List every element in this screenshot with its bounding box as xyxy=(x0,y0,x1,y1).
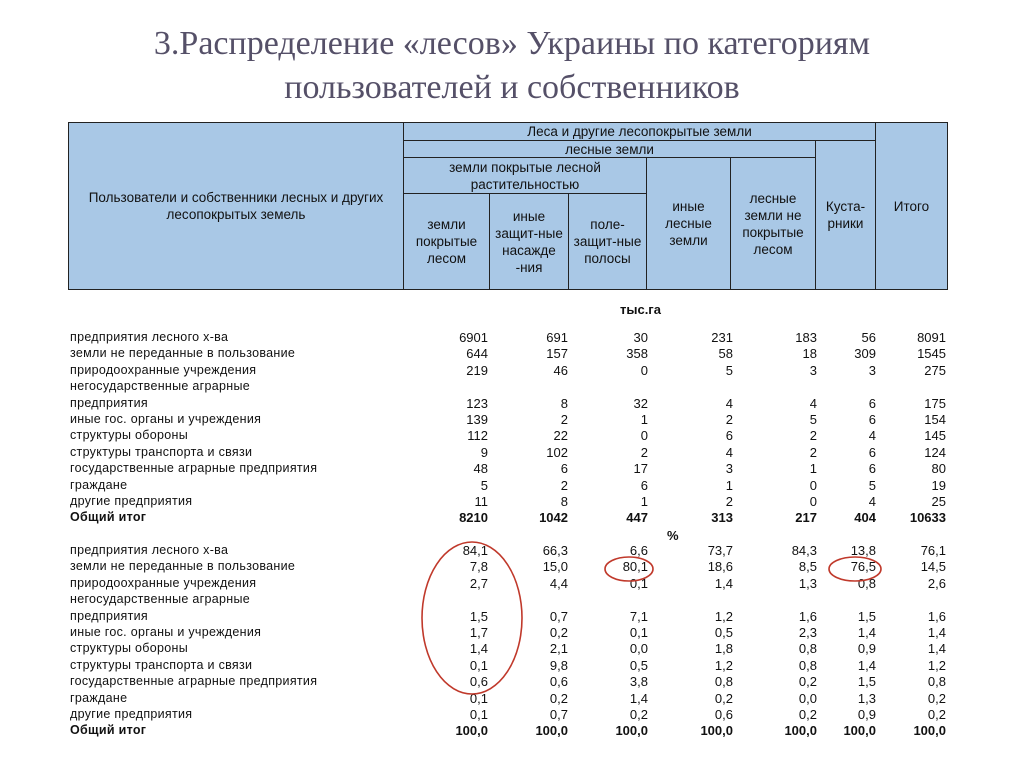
pct-cell-total: 2,6 xyxy=(927,575,946,591)
pct-cell-other-protective: 0,6 xyxy=(549,674,568,690)
pct-cell-forest-covered: 0,1 xyxy=(469,707,488,722)
header-col-other-protective: иные защит-ные насажде -ния xyxy=(489,193,569,290)
header-col-forest-covered: земли покрытые лесом xyxy=(403,193,490,290)
abs-row-label: структуры транспорта и связи xyxy=(70,444,253,459)
pct-cell-shrubs: 13,8 xyxy=(850,543,876,558)
pct-cell-total: 1,4 xyxy=(927,625,946,640)
abs-cell-other-forest: 3 xyxy=(725,461,733,477)
pct-row-label: иные гос. органы и учреждения xyxy=(70,625,262,639)
abs-cell-total: 154 xyxy=(924,412,946,427)
pct-cell-other-forest: 0,2 xyxy=(714,690,733,706)
abs-cell-other-protective: 46 xyxy=(553,362,568,378)
pct-cell-shrubs: 76,5 xyxy=(850,559,876,575)
pct-cell-total: 76,1 xyxy=(920,543,946,558)
abs-cell-other-protective: 6 xyxy=(560,461,568,477)
abs-cell-other-forest: 2 xyxy=(725,412,733,427)
pct-total-cell-total: 100,0 xyxy=(913,723,946,739)
pct-cell-uncovered: 2,3 xyxy=(798,625,817,640)
abs-cell-uncovered: 4 xyxy=(809,395,817,411)
pct-cell-field-protective: 0,1 xyxy=(629,625,648,640)
header-col-uncovered: лесные земли не покрытые лесом xyxy=(730,157,816,290)
abs-cell-field-protective: 32 xyxy=(633,395,648,411)
abs-cell-field-protective: 6 xyxy=(640,477,648,493)
pct-cell-uncovered: 0,0 xyxy=(798,690,817,706)
abs-cell-shrubs: 4 xyxy=(868,428,876,444)
abs-cell-other-forest: 4 xyxy=(725,395,733,411)
pct-cell-uncovered: 0,2 xyxy=(798,707,817,722)
pct-cell-uncovered: 1,3 xyxy=(798,575,817,591)
abs-cell-uncovered: 183 xyxy=(795,330,817,345)
abs-cell-forest-covered: 123 xyxy=(466,395,488,411)
abs-cell-shrubs: 3 xyxy=(868,362,876,378)
pct-cell-other-protective: 4,4 xyxy=(549,575,568,591)
pct-cell-other-forest: 73,7 xyxy=(707,543,733,558)
pct-cell-field-protective: 6,6 xyxy=(629,543,648,558)
abs-cell-other-forest: 4 xyxy=(725,444,733,460)
abs-cell-other-forest: 231 xyxy=(711,330,733,345)
pct-cell-forest-covered: 0,1 xyxy=(469,690,488,706)
pct-cell-other-protective: 0,7 xyxy=(549,707,568,722)
abs-cell-uncovered: 5 xyxy=(809,412,817,427)
pct-cell-field-protective: 0,0 xyxy=(629,641,648,657)
pct-cell-field-protective: 80,1 xyxy=(622,559,648,575)
header-col-shrubs: Куста-рники xyxy=(815,140,876,290)
abs-cell-field-protective: 1 xyxy=(640,412,648,427)
pct-cell-other-protective: 2,1 xyxy=(549,641,568,657)
header-col-field-protective: поле-защит-ные полосы xyxy=(568,193,647,290)
abs-cell-other-forest: 2 xyxy=(725,494,733,509)
pct-cell-uncovered: 0,8 xyxy=(798,641,817,657)
pct-cell-field-protective: 7,1 xyxy=(629,608,648,624)
abs-cell-other-protective: 2 xyxy=(560,477,568,493)
abs-cell-shrubs: 309 xyxy=(854,346,876,362)
pct-cell-other-forest: 1,8 xyxy=(714,641,733,657)
pct-total-cell-other-forest: 100,0 xyxy=(700,723,733,739)
abs-total-cell-field-protective: 447 xyxy=(626,510,648,526)
abs-cell-total: 19 xyxy=(931,477,946,493)
abs-cell-uncovered: 3 xyxy=(809,362,817,378)
abs-cell-total: 275 xyxy=(924,362,946,378)
abs-cell-total: 175 xyxy=(924,395,946,411)
pct-row-label: земли не переданные в пользование xyxy=(70,559,296,574)
abs-cell-uncovered: 0 xyxy=(809,477,817,493)
title-line-1: 3.Распределение «лесов» Украины по категориям xyxy=(153,25,871,62)
pct-cell-other-protective: 0,2 xyxy=(549,690,568,706)
abs-row-label: предприятия xyxy=(70,395,148,410)
pct-cell-shrubs: 1,4 xyxy=(857,657,876,673)
pct-cell-forest-covered: 1,4 xyxy=(469,641,488,657)
pct-cell-other-protective: 0,2 xyxy=(549,625,568,640)
pct-cell-other-protective: 9,8 xyxy=(549,657,568,673)
abs-row-label: негосударственные аграрные xyxy=(70,379,251,394)
abs-cell-forest-covered: 9 xyxy=(480,444,488,460)
abs-cell-forest-covered: 219 xyxy=(466,362,488,378)
pct-cell-field-protective: 1,4 xyxy=(629,690,648,706)
abs-cell-field-protective: 358 xyxy=(626,346,648,362)
pct-cell-uncovered: 0,2 xyxy=(798,674,817,690)
abs-cell-field-protective: 1 xyxy=(640,494,648,509)
abs-cell-forest-covered: 5 xyxy=(480,477,488,493)
abs-total-cell-forest-covered: 8210 xyxy=(459,510,488,526)
pct-cell-other-protective: 0,7 xyxy=(549,608,568,624)
header-covered-group: земли покрытые лесной растительностью xyxy=(403,157,647,194)
abs-cell-other-forest: 6 xyxy=(725,428,733,444)
abs-cell-forest-covered: 139 xyxy=(466,412,488,427)
header-top-group: Леса и другие лесопокрытые земли xyxy=(403,122,876,141)
abs-cell-other-protective: 22 xyxy=(553,428,568,444)
pct-row-label: государственные аграрные предприятия xyxy=(70,674,318,689)
pct-cell-forest-covered: 2,7 xyxy=(469,575,488,591)
pct-cell-shrubs: 1,3 xyxy=(857,690,876,706)
abs-cell-total: 8091 xyxy=(917,330,946,345)
abs-cell-field-protective: 0 xyxy=(640,362,648,378)
pct-cell-shrubs: 0,9 xyxy=(857,641,876,657)
pct-cell-other-forest: 1,2 xyxy=(714,657,733,673)
abs-row-label: государственные аграрные предприятия xyxy=(70,461,318,476)
abs-cell-other-protective: 2 xyxy=(560,412,568,427)
abs-total-cell-total: 10633 xyxy=(909,510,946,526)
pct-total-cell-uncovered: 100,0 xyxy=(784,723,817,739)
abs-total-cell-uncovered: 217 xyxy=(795,510,817,526)
pct-cell-uncovered: 0,8 xyxy=(798,657,817,673)
pct-total-cell-field-protective: 100,0 xyxy=(615,723,648,739)
abs-cell-field-protective: 30 xyxy=(633,330,648,345)
abs-cell-shrubs: 4 xyxy=(868,494,876,509)
abs-cell-other-protective: 8 xyxy=(560,395,568,411)
pct-cell-total: 0,8 xyxy=(927,674,946,690)
abs-cell-uncovered: 0 xyxy=(809,494,817,509)
pct-row-label: структуры транспорта и связи xyxy=(70,657,253,672)
abs-total-cell-other-forest: 313 xyxy=(711,510,733,526)
pct-total-cell-forest-covered: 100,0 xyxy=(455,723,488,739)
pct-cell-other-protective: 66,3 xyxy=(542,543,568,558)
abs-cell-uncovered: 2 xyxy=(809,444,817,460)
pct-total-cell-other-protective: 100,0 xyxy=(535,723,568,739)
pct-total-row-label: Общий итог xyxy=(70,723,147,738)
abs-cell-shrubs: 6 xyxy=(868,412,876,427)
header-row-label: Пользователи и собственники лесных и других лесопокрытых земель xyxy=(68,122,404,290)
abs-cell-shrubs: 5 xyxy=(868,477,876,493)
pct-cell-shrubs: 0,8 xyxy=(857,575,876,591)
abs-row-label: природоохранные учреждения xyxy=(70,362,257,377)
pct-cell-shrubs: 1,5 xyxy=(857,674,876,690)
abs-total-cell-shrubs: 404 xyxy=(854,510,876,526)
abs-cell-total: 1545 xyxy=(917,346,946,362)
abs-total-row-label: Общий итог xyxy=(70,510,147,525)
abs-cell-forest-covered: 11 xyxy=(474,494,488,509)
pct-cell-forest-covered: 0,1 xyxy=(469,657,488,673)
pct-cell-other-forest: 0,5 xyxy=(714,625,733,640)
abs-cell-shrubs: 56 xyxy=(861,330,876,345)
pct-row-label: предприятия лесного х-ва xyxy=(70,543,229,557)
pct-cell-field-protective: 0,2 xyxy=(629,707,648,722)
pct-cell-field-protective: 3,8 xyxy=(629,674,648,690)
abs-cell-uncovered: 2 xyxy=(809,428,817,444)
pct-row-label: другие предприятия xyxy=(70,707,193,721)
abs-cell-total: 80 xyxy=(931,461,946,477)
pct-cell-total: 1,2 xyxy=(927,657,946,673)
abs-cell-other-protective: 102 xyxy=(546,444,568,460)
abs-cell-other-protective: 691 xyxy=(546,330,568,345)
pct-row-label: граждане xyxy=(70,690,128,705)
abs-row-label: структуры обороны xyxy=(70,428,188,443)
abs-total-cell-other-protective: 1042 xyxy=(539,510,568,526)
abs-cell-uncovered: 18 xyxy=(802,346,817,362)
pct-total-cell-shrubs: 100,0 xyxy=(843,723,876,739)
pct-cell-other-protective: 15,0 xyxy=(542,559,568,575)
pct-cell-forest-covered: 1,5 xyxy=(469,608,488,624)
pct-cell-total: 1,4 xyxy=(927,641,946,657)
pct-cell-other-forest: 0,6 xyxy=(714,707,733,722)
pct-cell-forest-covered: 84,1 xyxy=(462,543,488,558)
header-forest-lands: лесные земли xyxy=(403,140,816,158)
pct-cell-other-forest: 1,2 xyxy=(714,608,733,624)
pct-cell-shrubs: 1,4 xyxy=(857,625,876,640)
abs-cell-other-protective: 157 xyxy=(546,346,568,362)
pct-cell-total: 0,2 xyxy=(927,690,946,706)
unit-percent: % xyxy=(667,528,679,543)
pct-cell-forest-covered: 0,6 xyxy=(469,674,488,690)
pct-cell-total: 14,5 xyxy=(920,559,946,575)
pct-cell-other-forest: 0,8 xyxy=(714,674,733,690)
abs-row-label: земли не переданные в пользование xyxy=(70,346,296,361)
unit-thousand-ha: тыс.га xyxy=(620,302,661,317)
highlight-circle-field-protective xyxy=(605,557,653,581)
abs-cell-forest-covered: 6901 xyxy=(459,330,488,345)
header-col-other-forest: иные лесные земли xyxy=(646,157,731,290)
abs-cell-other-forest: 5 xyxy=(725,362,733,378)
abs-cell-forest-covered: 48 xyxy=(473,461,488,477)
abs-row-label: другие предприятия xyxy=(70,494,193,508)
abs-cell-shrubs: 6 xyxy=(868,461,876,477)
abs-row-label: предприятия лесного х-ва xyxy=(70,330,229,344)
pct-cell-uncovered: 8,5 xyxy=(798,559,817,575)
abs-cell-total: 25 xyxy=(931,494,946,509)
highlight-circle-forest-covered xyxy=(422,542,522,694)
pct-cell-forest-covered: 7,8 xyxy=(469,559,488,575)
pct-cell-field-protective: 0,5 xyxy=(629,657,648,673)
pct-cell-shrubs: 1,5 xyxy=(857,608,876,624)
pct-row-label: негосударственные аграрные xyxy=(70,592,251,607)
pct-row-label: природоохранные учреждения xyxy=(70,575,257,590)
pct-cell-field-protective: 0,1 xyxy=(629,575,648,591)
pct-cell-other-forest: 18,6 xyxy=(707,559,733,575)
abs-cell-shrubs: 6 xyxy=(868,444,876,460)
abs-cell-total: 145 xyxy=(924,428,946,444)
abs-row-label: иные гос. органы и учреждения xyxy=(70,412,262,426)
pct-cell-total: 1,6 xyxy=(927,608,946,624)
abs-cell-uncovered: 1 xyxy=(809,461,817,477)
pct-row-label: структуры обороны xyxy=(70,641,188,656)
pct-cell-uncovered: 1,6 xyxy=(798,608,817,624)
abs-cell-field-protective: 2 xyxy=(640,444,648,460)
abs-cell-forest-covered: 644 xyxy=(466,346,488,362)
pct-cell-forest-covered: 1,7 xyxy=(469,625,488,640)
highlight-circle-shrubs xyxy=(829,557,881,581)
abs-cell-other-forest: 58 xyxy=(718,346,733,362)
pct-cell-uncovered: 84,3 xyxy=(791,543,817,558)
pct-cell-shrubs: 0,9 xyxy=(857,707,876,722)
title-line-2: пользователей и собственников xyxy=(284,69,740,106)
abs-cell-forest-covered: 112 xyxy=(467,428,488,444)
pct-cell-other-forest: 1,4 xyxy=(714,575,733,591)
header-col-total: Итого xyxy=(875,122,948,290)
pct-cell-total: 0,2 xyxy=(927,707,946,722)
pct-row-label: предприятия xyxy=(70,608,148,623)
abs-cell-field-protective: 0 xyxy=(640,428,648,444)
abs-cell-field-protective: 17 xyxy=(633,461,648,477)
abs-cell-shrubs: 6 xyxy=(868,395,876,411)
abs-cell-other-protective: 8 xyxy=(560,494,568,509)
abs-cell-total: 124 xyxy=(924,444,946,460)
abs-cell-other-forest: 1 xyxy=(725,477,733,493)
abs-row-label: граждане xyxy=(70,477,128,492)
